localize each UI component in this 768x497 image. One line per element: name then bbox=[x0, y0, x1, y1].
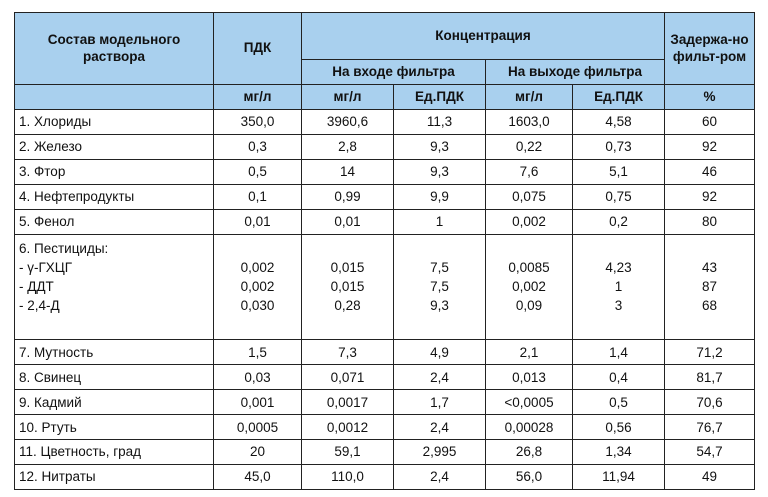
cell-in-mg: 3960,6 bbox=[302, 110, 394, 135]
cell-out-mg: 26,8 bbox=[486, 440, 573, 465]
cell-in-mg bbox=[302, 234, 394, 339]
cell-in-ed: 1,7 bbox=[394, 390, 486, 415]
table-row bbox=[15, 134, 755, 159]
cell-in-mg: 59,1 bbox=[302, 440, 394, 465]
header-outlet: На выходе фильтра bbox=[486, 60, 665, 85]
cell-pdk: 0,001 bbox=[214, 390, 302, 415]
pesticide-value: 0,09 bbox=[515, 297, 543, 313]
pesticide-value: 0,0085 bbox=[508, 259, 550, 275]
cell-ret: 81,7 bbox=[665, 365, 755, 390]
pesticide-value: 43 bbox=[702, 259, 718, 275]
cell-ret: 92 bbox=[665, 184, 755, 209]
cell-pdk bbox=[214, 234, 302, 339]
cell-out-mg: 0,002 bbox=[486, 209, 573, 234]
cell-out-mg: <0,0005 bbox=[486, 390, 573, 415]
cell-in-mg: 0,0012 bbox=[302, 415, 394, 440]
pesticide-value: 68 bbox=[702, 297, 718, 313]
cell-name: 5. Фенол bbox=[15, 209, 214, 234]
table-row bbox=[15, 184, 755, 209]
cell-pdk: 350,0 bbox=[214, 110, 302, 135]
cell-name: 10. Ртуть bbox=[15, 415, 214, 440]
pesticide-value: 87 bbox=[702, 278, 718, 294]
table-row bbox=[15, 440, 755, 465]
cell-ret: 80 bbox=[665, 209, 755, 234]
cell-out-ed: 0,56 bbox=[573, 415, 665, 440]
header-inlet: На входе фильтра bbox=[302, 60, 486, 85]
spacer bbox=[218, 239, 297, 258]
pesticide-value: 0,002 bbox=[240, 278, 275, 294]
pesticide-value: 9,3 bbox=[430, 297, 449, 313]
cell-out-ed: 11,94 bbox=[573, 464, 665, 489]
cell-in-ed: 2,4 bbox=[394, 415, 486, 440]
cell-out-mg: 7,6 bbox=[486, 159, 573, 184]
header-unit-out-mg: мг/л bbox=[486, 85, 573, 110]
cell-in-ed: 9,3 bbox=[394, 134, 486, 159]
cell-in-mg: 7,3 bbox=[302, 340, 394, 365]
cell-in-ed: 11,3 bbox=[394, 110, 486, 135]
cell-out-ed: 4,58 bbox=[573, 110, 665, 135]
cell-out-ed: 0,73 bbox=[573, 134, 665, 159]
cell-ret bbox=[665, 234, 755, 339]
header-unit-in-ed: Ед.ПДК bbox=[394, 85, 486, 110]
cell-ret: 76,7 bbox=[665, 415, 755, 440]
table-row bbox=[15, 340, 755, 365]
pesticide-value: 0,030 bbox=[240, 297, 275, 313]
cell-in-mg: 0,99 bbox=[302, 184, 394, 209]
spacer bbox=[577, 239, 660, 258]
cell-in-ed: 1 bbox=[394, 209, 486, 234]
table-row bbox=[15, 110, 755, 135]
cell-in-ed bbox=[394, 234, 486, 339]
spacer bbox=[669, 239, 750, 258]
pesticide-value: 1 bbox=[614, 278, 623, 294]
pesticides-title: 6. Пестициды: bbox=[19, 240, 109, 256]
header-unit-pdk: мг/л bbox=[214, 85, 302, 110]
header-unit-in-mg: мг/л bbox=[302, 85, 394, 110]
pesticide-value: 0,002 bbox=[512, 278, 546, 294]
cell-in-mg: 110,0 bbox=[302, 464, 394, 489]
cell-ret: 46 bbox=[665, 159, 755, 184]
cell-out-ed: 5,1 bbox=[573, 159, 665, 184]
cell-pdk: 0,0005 bbox=[214, 415, 302, 440]
cell-in-ed: 2,4 bbox=[394, 464, 486, 489]
cell-ret: 92 bbox=[665, 134, 755, 159]
cell-ret: 60 bbox=[665, 110, 755, 135]
header-pdk: ПДК bbox=[214, 13, 302, 85]
cell-in-ed: 2,4 bbox=[394, 365, 486, 390]
cell-name: 7. Мутность bbox=[15, 340, 214, 365]
cell-ret: 54,7 bbox=[665, 440, 755, 465]
cell-name: 3. Фтор bbox=[15, 159, 214, 184]
cell-pdk: 0,01 bbox=[214, 209, 302, 234]
cell-name: 12. Нитраты bbox=[15, 464, 214, 489]
cell-in-ed: 9,9 bbox=[394, 184, 486, 209]
cell-in-ed: 9,3 bbox=[394, 159, 486, 184]
filter-retention-table bbox=[14, 12, 755, 490]
cell-pdk: 45,0 bbox=[214, 464, 302, 489]
pesticide-value: 7,5 bbox=[430, 259, 449, 275]
table-row bbox=[15, 365, 755, 390]
cell-out-ed: 1,4 bbox=[573, 340, 665, 365]
table-row bbox=[15, 390, 755, 415]
cell-in-mg: 14 bbox=[302, 159, 394, 184]
table-row bbox=[15, 415, 755, 440]
pesticide-value: - γ-ГХЦГ bbox=[19, 259, 73, 275]
cell-in-ed: 2,995 bbox=[394, 440, 486, 465]
header-unit-blank bbox=[15, 85, 214, 110]
cell-out-mg: 56,0 bbox=[486, 464, 573, 489]
cell-name: 2. Железо bbox=[15, 134, 214, 159]
pesticide-value: 3 bbox=[614, 297, 623, 313]
pesticide-value: 4,23 bbox=[605, 259, 632, 275]
spacer bbox=[490, 239, 568, 258]
pesticide-value: - 2,4-Д bbox=[19, 297, 60, 313]
cell-out-ed bbox=[573, 234, 665, 339]
pesticide-value: 0,015 bbox=[330, 278, 365, 294]
pesticide-value: - ДДТ bbox=[19, 278, 54, 294]
cell-out-mg: 0,075 bbox=[486, 184, 573, 209]
header-concentration: Концентрация bbox=[302, 13, 665, 60]
cell-out-mg: 0,013 bbox=[486, 365, 573, 390]
cell-name: 8. Свинец bbox=[15, 365, 214, 390]
cell-out-ed: 0,5 bbox=[573, 390, 665, 415]
cell-in-ed: 4,9 bbox=[394, 340, 486, 365]
cell-pdk: 20 bbox=[214, 440, 302, 465]
cell-out-ed: 0,4 bbox=[573, 365, 665, 390]
header-retention: Задержа-но фильт-ром bbox=[665, 13, 755, 85]
table-row bbox=[15, 209, 755, 234]
header-composition: Состав модельного раствора bbox=[15, 13, 214, 85]
cell-name: 4. Нефтепродукты bbox=[15, 184, 214, 209]
cell-ret: 49 bbox=[665, 464, 755, 489]
spacer bbox=[398, 239, 481, 258]
table-row bbox=[15, 159, 755, 184]
spacer bbox=[306, 239, 389, 258]
cell-in-mg: 0,01 bbox=[302, 209, 394, 234]
cell-out-mg: 0,22 bbox=[486, 134, 573, 159]
cell-name: 1. Хлориды bbox=[15, 110, 214, 135]
cell-out-mg: 1603,0 bbox=[486, 110, 573, 135]
cell-in-mg: 2,8 bbox=[302, 134, 394, 159]
cell-pdk: 0,1 bbox=[214, 184, 302, 209]
header-unit-out-ed: Ед.ПДК bbox=[573, 85, 665, 110]
cell-ret: 70,6 bbox=[665, 390, 755, 415]
cell-pdk: 0,03 bbox=[214, 365, 302, 390]
cell-name: 11. Цветность, град bbox=[15, 440, 214, 465]
cell-in-mg: 0,071 bbox=[302, 365, 394, 390]
cell-out-mg: 2,1 bbox=[486, 340, 573, 365]
cell-out-mg: 0,00028 bbox=[486, 415, 573, 440]
table-row bbox=[15, 464, 755, 489]
cell-out-mg bbox=[486, 234, 573, 339]
pesticide-value: 0,015 bbox=[330, 259, 365, 275]
cell-out-ed: 0,2 bbox=[573, 209, 665, 234]
header-unit-ret: % bbox=[665, 85, 755, 110]
table-row-pesticides bbox=[15, 234, 755, 339]
cell-pdk: 0,3 bbox=[214, 134, 302, 159]
cell-pdk: 0,5 bbox=[214, 159, 302, 184]
cell-pdk: 1,5 bbox=[214, 340, 302, 365]
cell-name bbox=[15, 234, 214, 339]
cell-in-mg: 0,0017 bbox=[302, 390, 394, 415]
cell-ret: 71,2 bbox=[665, 340, 755, 365]
pesticide-value: 0,002 bbox=[240, 259, 275, 275]
pesticide-value: 0,28 bbox=[334, 297, 361, 313]
cell-out-ed: 1,34 bbox=[573, 440, 665, 465]
cell-name: 9. Кадмий bbox=[15, 390, 214, 415]
cell-out-ed: 0,75 bbox=[573, 184, 665, 209]
pesticide-value: 7,5 bbox=[430, 278, 449, 294]
